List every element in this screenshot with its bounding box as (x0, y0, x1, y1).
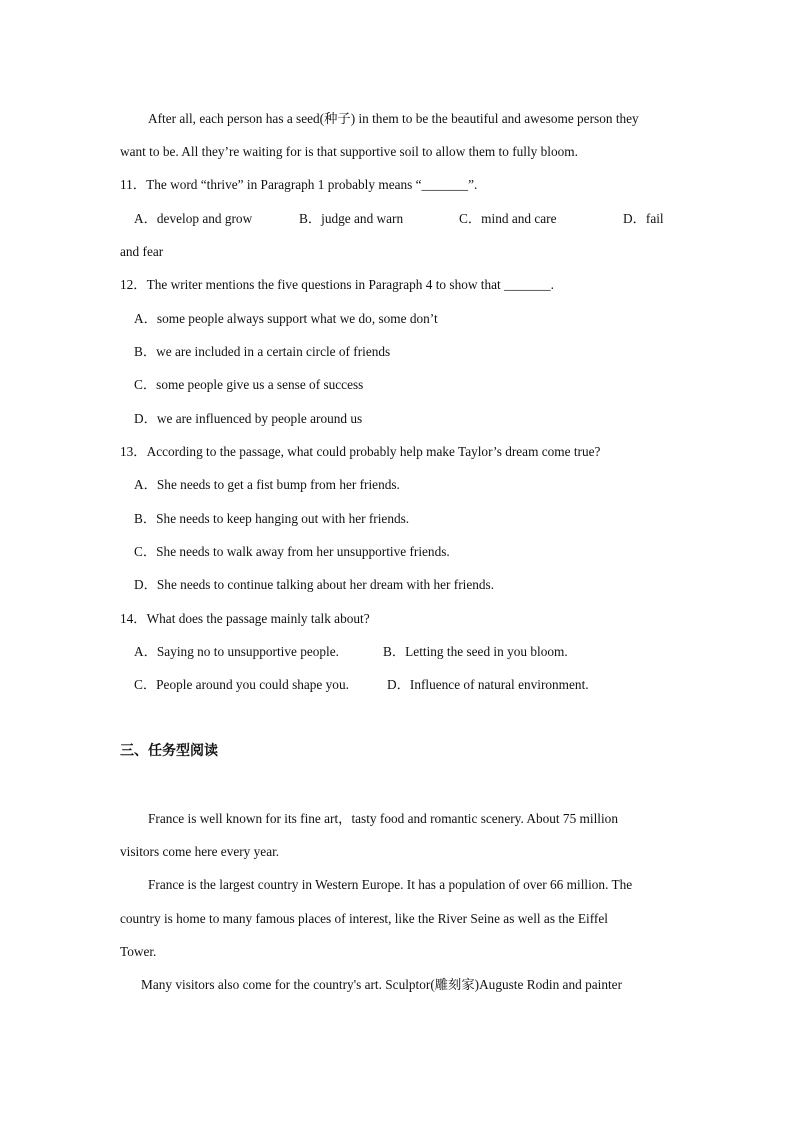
passage-line: country is home to many famous places of interest, like the River Seine as well as the Eiffel (120, 911, 608, 926)
passage-line: France is well known for its fine art，tasty food and romantic scenery. About 75 million (148, 811, 618, 826)
passage-line: visitors come here every year. (120, 844, 280, 859)
passage-line: After all, each person has a seed(种子) in them to be the beautiful and awesome person they (148, 111, 639, 126)
question-11-stem: 11．The word “thrive” in Paragraph 1 probably means “_______”. (120, 177, 478, 192)
question-13-option-c: C．She needs to walk away from her unsupportive friends. (134, 544, 450, 559)
question-12-option-a: A．some people always support what we do, some don’t (134, 311, 438, 326)
question-14-option-b: B．Letting the seed in you bloom. (383, 644, 568, 659)
question-11-option-d-continued: and fear (120, 244, 164, 259)
question-11-option-d: D．fail (623, 211, 664, 226)
question-13-option-b: B．She needs to keep hanging out with her friends. (134, 511, 410, 526)
question-13-option-a: A．She needs to get a fist bump from her friends. (134, 477, 400, 492)
question-14-option-a: A．Saying no to unsupportive people. (134, 644, 339, 659)
question-11-option-b: B．judge and warn (299, 211, 404, 226)
question-12-option-d: D．we are influenced by people around us (134, 411, 363, 426)
passage-line: France is the largest country in Western Europe. It has a population of over 66 million. The (148, 877, 633, 892)
passage-line: want to be. All they’re waiting for is that supportive soil to allow them to fully bloom. (120, 144, 578, 159)
question-11-option-a: A．develop and grow (134, 211, 253, 226)
passage-line: Many visitors also come for the country's art. Sculptor(雕刻家)Auguste Rodin and painter (141, 977, 622, 992)
question-14-option-c: C．People around you could shape you. (134, 677, 349, 692)
section-heading: 三、任务型阅读 (120, 743, 218, 759)
question-12-option-c: C．some people give us a sense of success (134, 377, 364, 392)
question-13-stem: 13．According to the passage, what could probably help make Taylor’s dream come true? (120, 444, 601, 459)
question-14-option-d: D．Influence of natural environment. (387, 677, 589, 692)
question-12-option-b: B．we are included in a certain circle of friends (134, 344, 391, 359)
passage-line: Tower. (120, 944, 157, 959)
question-12-stem: 12．The writer mentions the five questions in Paragraph 4 to show that _______. (120, 277, 554, 292)
question-11-option-c: C．mind and care (459, 211, 557, 226)
question-13-option-d: D．She needs to continue talking about her dream with her friends. (134, 577, 495, 592)
question-14-stem: 14．What does the passage mainly talk about? (120, 611, 370, 626)
